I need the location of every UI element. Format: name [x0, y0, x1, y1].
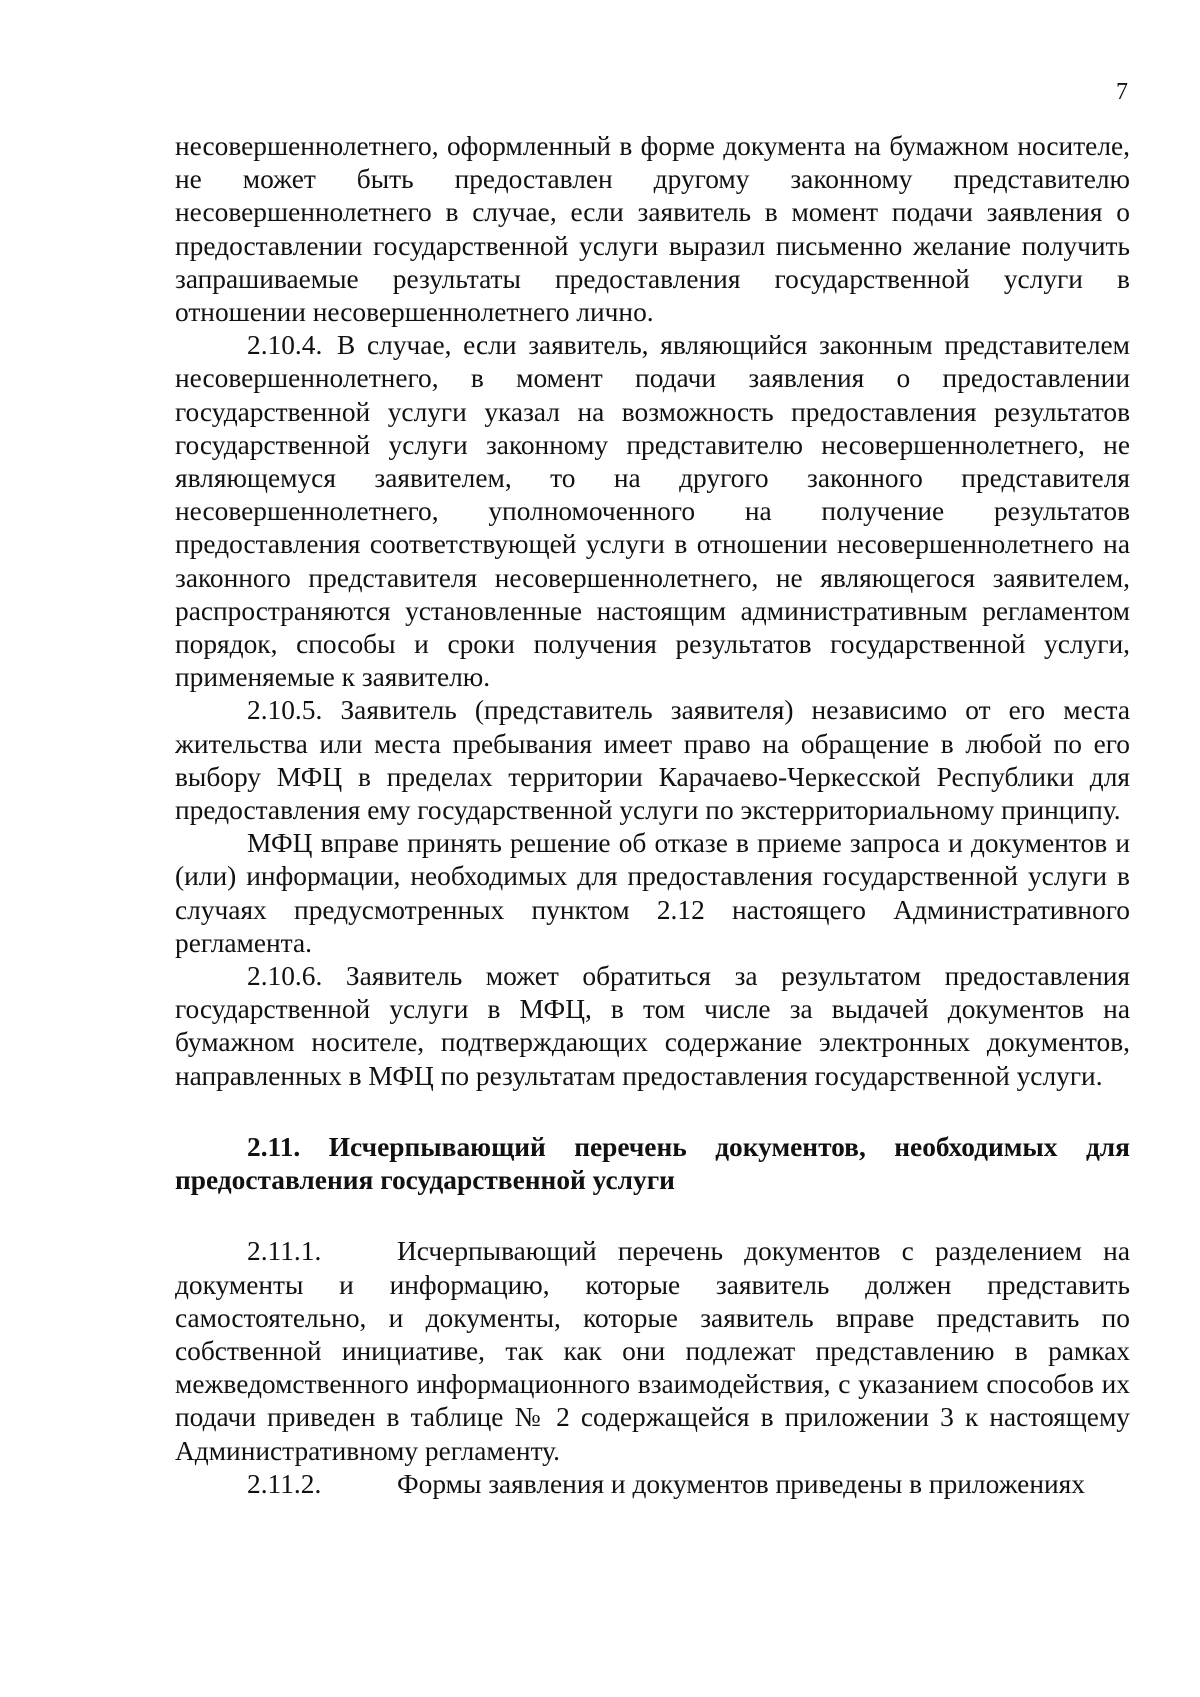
paragraph-2-10-4: [175, 329, 1130, 694]
clause-number: 2.11.1.: [247, 1236, 322, 1267]
paragraph-2-11-2: [175, 1468, 1130, 1501]
section-heading-2-11: 2.11. Исчерпывающий перечень документов, необходимых для предоставления государственной услуги: [175, 1131, 1130, 1196]
document-body: [175, 130, 1130, 1501]
paragraph-text: Формы заявления и документов приведены в приложениях: [397, 1468, 1085, 1499]
clause-number: 2.11.2.: [247, 1468, 322, 1499]
page-number: 7: [1116, 79, 1128, 105]
paragraph-continuation: несовершеннолетнего, оформленный в форме документа на бумажном носителе, не может быть предоставлен другому законному представителю несовершеннолетнего в случае, если заявитель в момент подачи заявления о предоставлении государственной услуги выразил письменно желание получить запрашиваемые результаты предоставления государственной услуги в отношении несовершеннолетнего лично.: [175, 131, 1130, 328]
paragraph-2-10-5: 2.10.5. Заявитель (представитель заявителя) независимо от его места жительства или места пребывания имеет право на обращение в любой по его выбору МФЦ в пределах территории Карачаево-Черкесской Республики для предоставления ему государственной услуги по экстерриториальному принципу.: [175, 695, 1130, 826]
paragraph-2-11-1: [175, 1235, 1130, 1467]
paragraph-text: Исчерпывающий перечень документов с разделением на документы и информацию, которые заявитель должен представить самостоятельно, и документы, которые заявитель вправе представить по собственной инициативе, так как они подлежат представлению в рамках межведомственного информационного взаимодействия, с указанием способов их подачи приведен в таблице № 2 содержащейся в приложении 3 к настоящему Административному регламенту.: [175, 1236, 1130, 1466]
paragraph-2-10-6: 2.10.6. Заявитель может обратиться за результатом предоставления государственной услуги в МФЦ, в том числе за выдачей документов на бумажном носителе, подтверждающих содержание электронных документов, направленных в МФЦ по результатам предоставления государственной услуги.: [175, 961, 1130, 1091]
paragraph-text: В случае, если заявитель, являющийся законным представителем несовершеннолетнего, в момент подачи заявления о предоставлении государственной услуги указал на возможность предоставления результатов государственной услуги законному представителю несовершеннолетнего, не являющемуся заявителем, то на другого законного представителя несовершеннолетнего, уполномоченного на получение результатов предоставления соответствующей услуги в отношении несовершеннолетнего на законного представителя несовершеннолетнего, не являющегося заявителем, распространяются установленные настоящим административным регламентом порядок, способы и сроки получения результатов государственной услуги, применяемые к заявителю.: [175, 330, 1130, 693]
paragraph-mfc-refusal: МФЦ вправе принять решение об отказе в приеме запроса и документов и (или) информации, необходимых для предоставления государственной услуги в случаях предусмотренных пунктом 2.12 настоящего Административного регламента.: [175, 828, 1130, 958]
clause-number: 2.10.4.: [247, 330, 323, 361]
